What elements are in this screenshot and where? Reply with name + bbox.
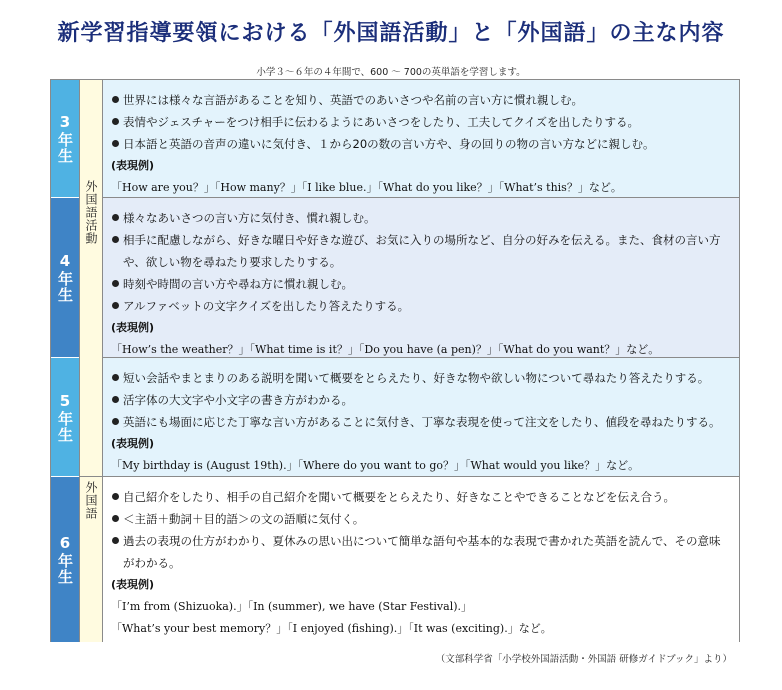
category-foreign-language xyxy=(79,477,103,642)
list-item: 短い会話やまとまりのある説明を聞いて概要をとらえたり、好きな物や欲しい物について尋ねたり答えたりする。 xyxy=(111,367,731,389)
list-item: ＜主語＋動詞＋目的語＞の文の語順に気付く。 xyxy=(111,508,731,530)
list-item: 英語にも場面に応じた丁寧な言い方があることに気付き、丁寧な表現を使って注文をしたり、値段を尋ねたりする。 xyxy=(111,411,731,433)
grade-5-content xyxy=(103,358,739,477)
grade-label-3: 3年生 xyxy=(51,80,79,198)
list-item: アルファベットの文字クイズを出したり答えたりする。 xyxy=(111,295,731,317)
curriculum-table xyxy=(50,79,740,642)
source-note: （文部科学省「小学校外国語活動・外国語 研修ガイドブック」より） xyxy=(435,654,732,665)
list-item: 様々なあいさつの言い方に気付き、慣れ親しむ。 xyxy=(111,207,731,229)
page-title: 新学習指導要領における「外国語活動」と「外国語」の主な内容 xyxy=(57,21,725,46)
grade-label-6: 6年生 xyxy=(51,477,79,642)
list-item: 表情やジェスチャーをつけ相手に伝わるようにあいさつをしたり、工夫してクイズを出したりする。 xyxy=(111,111,731,133)
category-label-activity: 外国語活動 xyxy=(84,180,98,245)
example-text: 「I’m from (Shizuoka).」「In (summer), we have (Star Festival).」 xyxy=(111,600,473,613)
example-text: 「What’s your best memory？」「I enjoyed (fishing).」「It was (exciting).」など。 xyxy=(111,622,552,635)
list-item: 自己紹介をしたり、相手の自己紹介を聞いて概要をとらえたり、好きなことやできることなどを伝え合う。 xyxy=(111,486,731,508)
list-item: 相手に配慮しながら、好きな曜日や好きな遊び、お気に入りの場所など、自分の好みを伝える。また、食材の言い方や、欲しい物を尋ねたり要求したりする。 xyxy=(111,229,731,273)
list-item: 時刻や時間の言い方や尋ね方に慣れ親しむ。 xyxy=(111,273,731,295)
list-item: 過去の表現の仕方がわかり、夏休みの思い出について簡単な語句や基本的な表現で書かれた英語を読んで、その意味がわかる。 xyxy=(111,530,731,574)
example-label: (表現例) xyxy=(111,578,155,591)
list-item: 世界には様々な言語があることを知り、英語でのあいさつや名前の言い方に慣れ親しむ。 xyxy=(111,89,731,111)
grade-label-5: 5年生 xyxy=(51,358,79,477)
grade-3-content xyxy=(103,80,739,198)
list-item: 日本語と英語の音声の違いに気付き、１から20の数の言い方や、身の回りの物の言い方などに親しむ。 xyxy=(111,133,731,155)
example-label: (表現例) xyxy=(111,321,155,334)
grade-label-4: 4年生 xyxy=(51,198,79,358)
page-subtitle: 小学３～６年の４年間で、600 ～ 700の英単語を学習します。 xyxy=(256,67,526,78)
example-label: (表現例) xyxy=(111,159,155,172)
category-label-language: 外国語 xyxy=(84,481,98,520)
grade-4-content xyxy=(103,198,739,358)
example-text: 「How’s the weather？」「What time is it？」「Do you have (a pen)？」「What do you want？」など。 xyxy=(111,343,660,356)
list-item: 活字体の大文字や小文字の書き方がわかる。 xyxy=(111,389,731,411)
grade-6-content xyxy=(103,477,739,642)
category-foreign-language-activity xyxy=(79,80,103,477)
example-text: 「How are you？」「How many？」「I like blue.」「What do you like？」「What’s this？」など。 xyxy=(111,181,622,194)
example-label: (表現例) xyxy=(111,437,155,450)
example-text: 「My birthday is (August 19th).」「Where do you want to go？」「What would you like？」など。 xyxy=(111,459,640,472)
